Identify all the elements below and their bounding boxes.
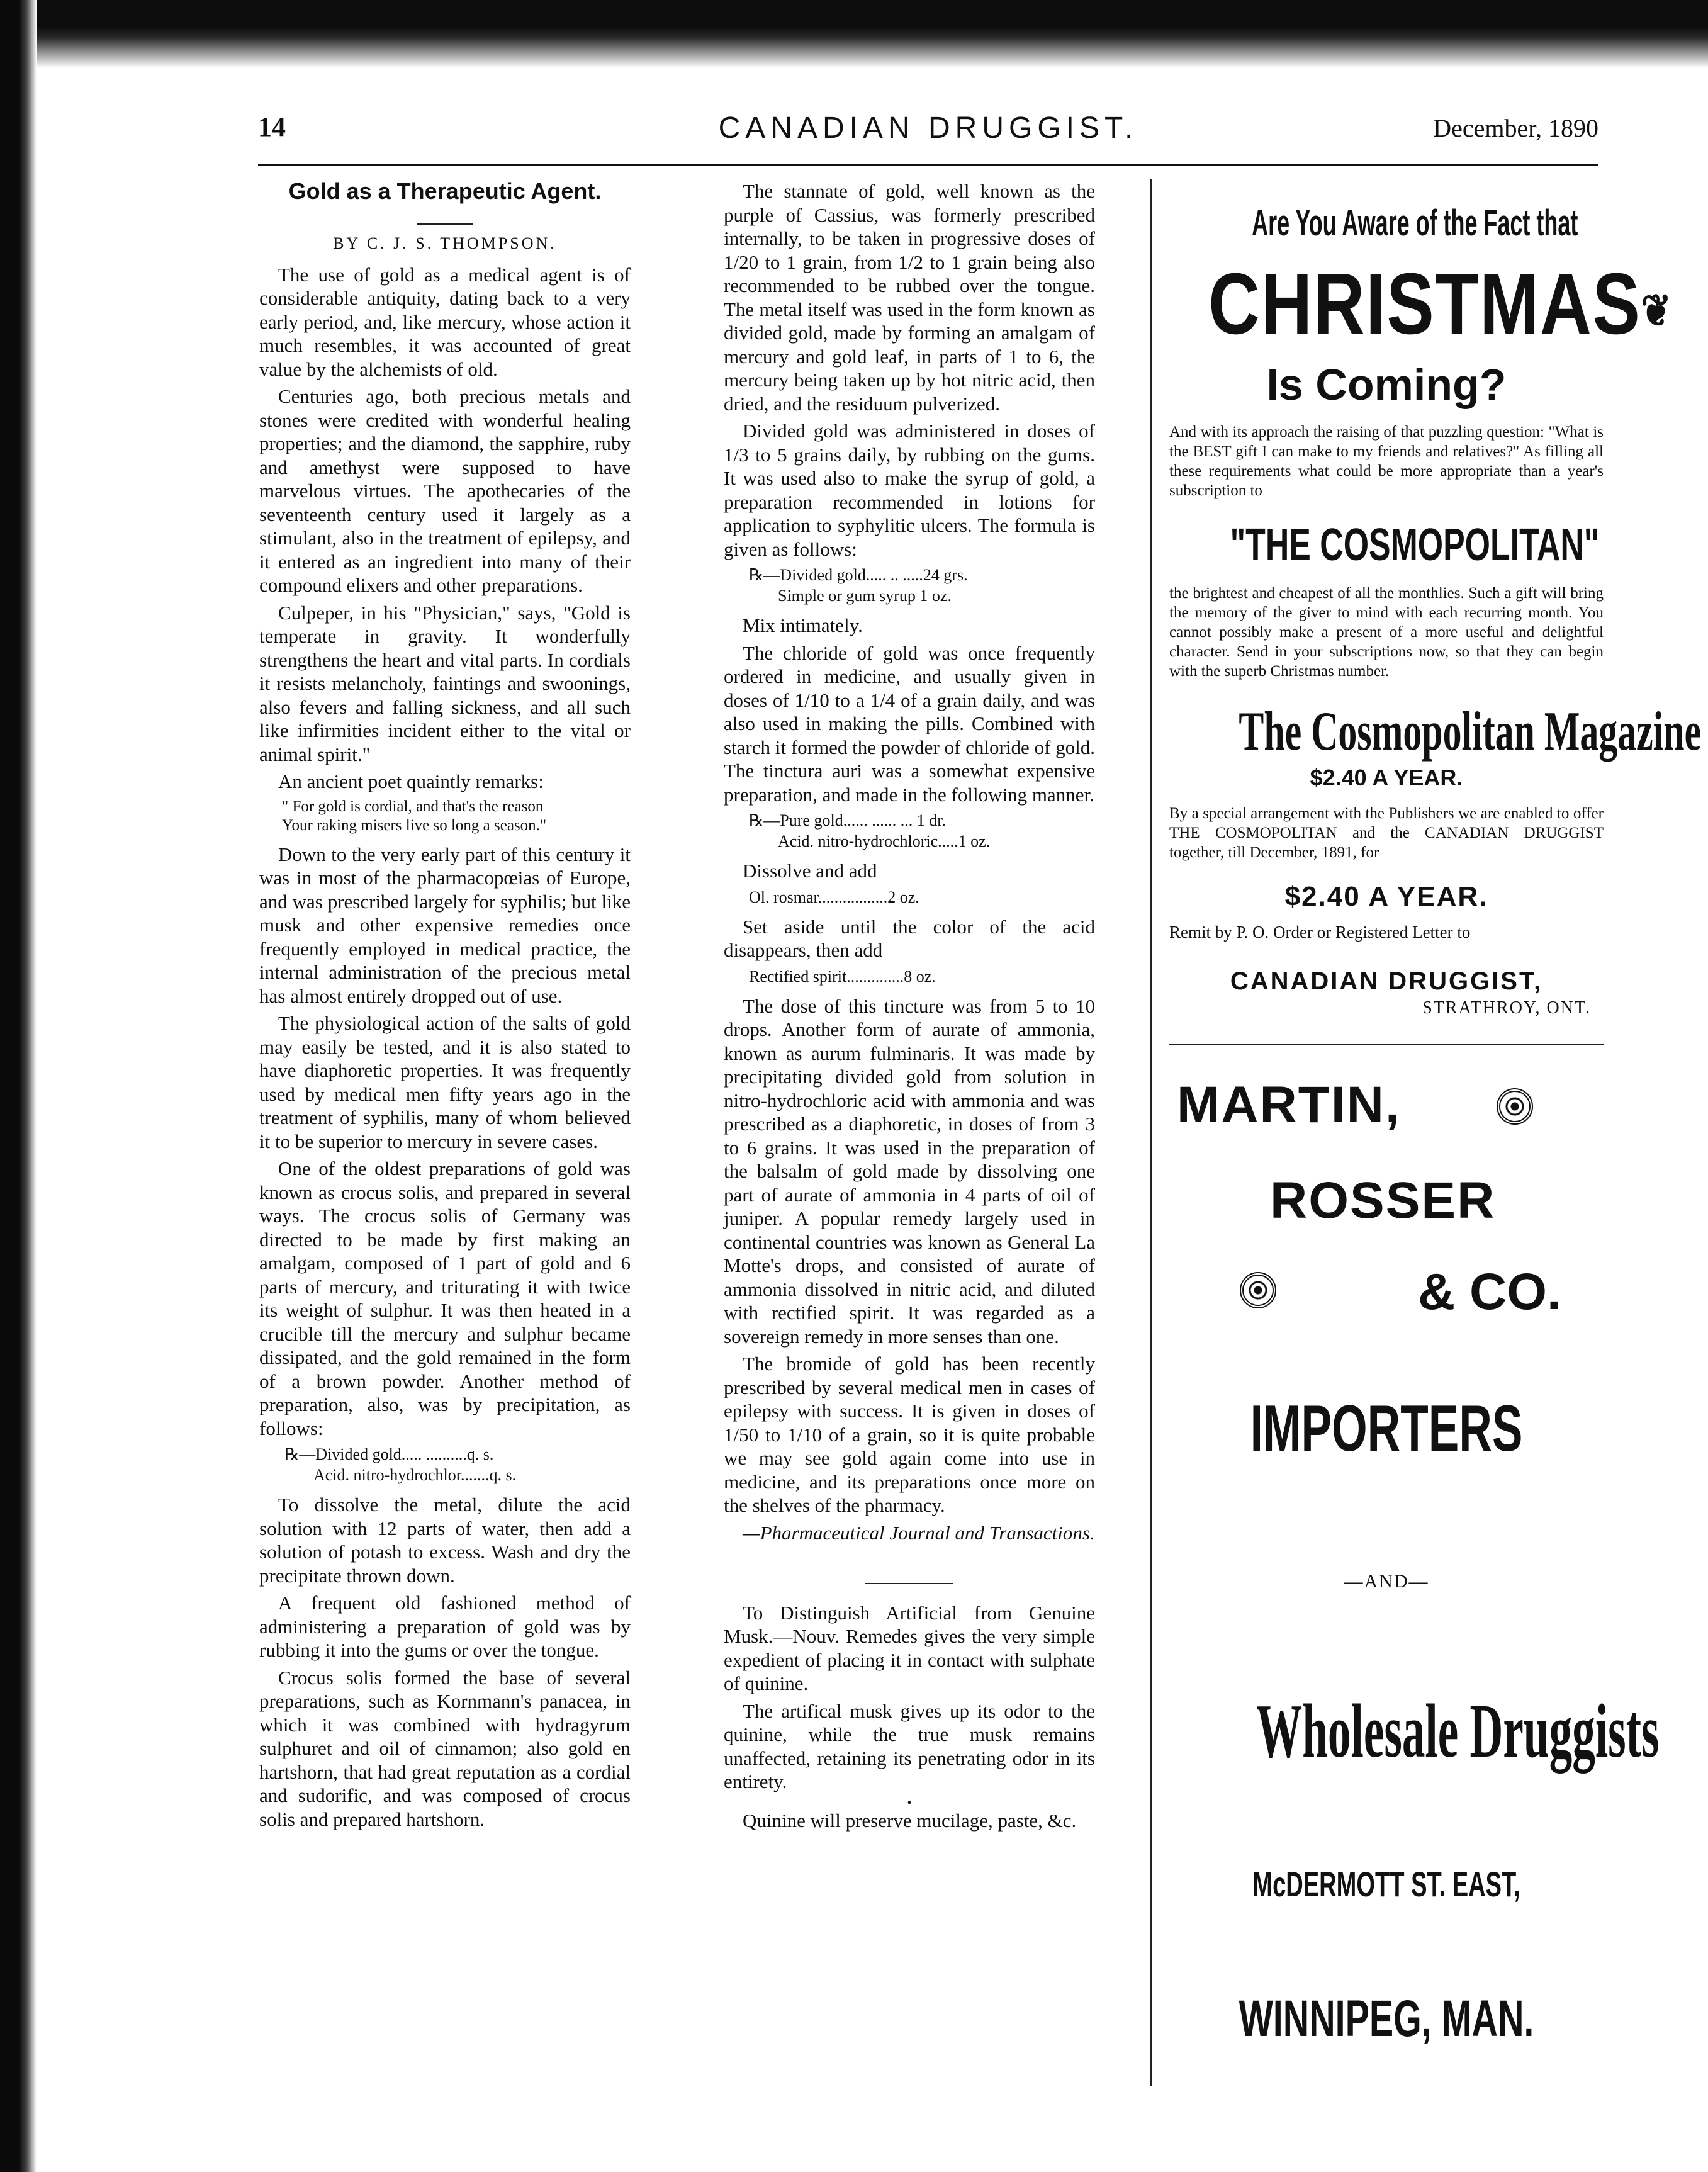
paragraph: Crocus solis formed the base of several preparations, such as Kornmann's panacea, in which it was combined with hydragyrum sulphuret and oil of cinnamon; also gold en hartshorn, that had great reputation as a cordial and sudorific, and was composed of crocus solis and prepared hartshorn. [259,1666,631,1830]
recipe [749,966,1095,987]
title-ornament [259,207,631,231]
magazine-title: "THE COSMOPOLITAN" [1230,519,1600,570]
paragraph: The use of gold as a medical agent is of considerable antiquity, dating back to a very early period, and, like mercury, whose action it much resembles, it was accounted of great value by the alchemists of old. [259,263,631,380]
paragraph: To dissolve the metal, dilute the acid solution with 12 parts of water, then add a solution of potash to excess. Wash and dry the precipitate thrown down. [259,1494,631,1587]
paragraph: Divided gold was administered in doses of 1/3 to 5 grains daily, by rubbing on the gums. It was used also to make the syrup of gold, a preparation recommended in lotions for application to syphylitic ulcers. The formula is given as follows: [724,420,1095,560]
publisher-name: CANADIAN DRUGGIST, [1230,967,1543,995]
section-separator [724,1566,1095,1590]
christmas-heading [1208,256,1673,358]
article-column-1 [259,179,631,1835]
paragraph: Down to the very early part of this century it was in most of the pharmacopœias of Europe, and was prescribed largely for syphilis; but like musk and other expensive remedies once frequently employed in medical practice, the internal administration of the precious metal has almost entirely dropped out of use. [259,843,631,1007]
advert-body: the brightest and cheapest of all the monthlies. Such a gift will bring the memory of the giver to mind with each recurring month. You cannot possibly make a present of a more useful and delightful character. Send in your subscriptions now, so that they can begin with the superb Christmas number. [1169,584,1604,680]
firm-name-line-2: ROSSER [1270,1171,1496,1229]
recipe-line: Acid. nitro-hydrochloric.....1 oz. [778,832,991,850]
verse-line: " For gold is cordial, and that's the reason [282,797,544,815]
page-number: 14 [258,111,286,142]
source-credit: —Pharmaceutical Journal and Transactions. [743,1521,1095,1544]
christmas-word: CHRISTMAS [1208,256,1641,352]
recipe-line: ℞—Pure gold...... ...... ... 1 dr. [749,811,946,830]
recipe-line: ℞—Divided gold..... ..........q. s. [284,1445,494,1463]
firm-street: McDERMOTT ST. EAST, [1252,1864,1520,1904]
rosette-icon [1497,1088,1533,1125]
running-head [258,111,1598,149]
paragraph: One of the oldest preparations of gold was known as crocus solis, and prepared in several ways. The crocus solis of Germany was directed to be made by first making an amalgam, composed of 1 part of gold and 6 parts of mercury, and triturating it with twice its weight of sulphur. It was then heated in a crucible till the mercury and sulphur became dissipated, and the gold remained in the form of a brown powder. Another method of preparation, also, was by precipitation, as follows: [259,1157,631,1439]
recipe [749,565,1095,606]
advert-offer: By a special arrangement with the Publishers we are enabled to offer THE COSMOPOLITAN and the CANADIAN DRUGGIST together, till December, 1891, for [1169,804,1604,861]
advert-headline: Are You Aware of the Fact that [1252,203,1578,244]
paragraph: An ancient poet quaintly remarks: [278,770,544,792]
firm-name-line-3: & CO. [1418,1263,1561,1320]
recipe [749,810,1095,852]
magazine-name: The Cosmopolitan Magazine [1239,701,1702,762]
cosmopolitan-advert [1169,179,1702,2128]
firm-name-line-1: MARTIN, [1177,1076,1401,1134]
offer-price: $2.40 A YEAR. [1284,881,1488,912]
paragraph: The chloride of gold was once frequently ordered in medicine, and usually given in doses of 1/10 to a 1/4 of a grain daily, and was also used in making the pills. Combined with starch it formed the powder of chloride of gold. The tinctura auri was a somewhat expensive preparation, and made in the following manner. [724,641,1095,806]
recipe-line: Acid. nitro-hydrochlor.......q. s. [313,1466,517,1484]
paragraph: The bromide of gold has been recently prescribed by several medical men in cases of epilepsy with success. It is given in doses of 1/50 to 1/10 of a grain, so it is quite probable we may see gold again come into use in medicine, and its preparations once more on the shelves of the pharmacy. [724,1353,1095,1516]
recipe-line: Ol. rosmar.................2 oz. [749,887,919,906]
journal-name: CANADIAN DRUGGIST. [718,111,1138,145]
recipe [749,887,1095,908]
recipe [284,1444,631,1485]
flourish-ornament-icon: ❦ [1641,286,1673,335]
rosette-icon [1240,1272,1276,1308]
firm-advert [1169,1045,1660,2128]
issue-date: December, 1890 [1433,114,1598,142]
article-column-2 [724,179,1095,1836]
advert-body: And with its approach the raising of that puzzling question: "What is the BEST gift I can make to my friends and relatives?" As filling all these requirements what could be more appropriate than a year's subscription to [1169,423,1604,499]
paragraph: Centuries ago, both precious metals and stones were credited with wonderful healing properties; and the diamond, the sapphire, ruby and amethyst were supposed to have marvelous virtues. The apothecaries of the seventeenth century used it largely as a stimulant, also in the treatment of epilepsy, and it entered as an ingredient into many of their compound elixers and other preparations. [259,385,631,596]
verse-line: Your raking misers live so long a season." [282,816,547,834]
remit-line: Remit by P. O. Order or Registered Letter to [1169,922,1471,942]
paragraph: The dose of this tincture was from 5 to 10 drops. Another form of aurate of ammonia, known as aurum fulminaris. It was made by precipitating divided gold from solution in nitro-hydrochloric acid with ammonia and was prescribed as a diaphoretic, in doses of from 3 to 6 grains. It was used in the preparation of the balsalm of gold made by dissolving one part of aurate of ammonia in 4 parts of oil of juniper. A popular remedy largely used in continental countries was known as General La Motte's drops, and consisted of aurate of ammonia dissolved in nitric acid, and diluted with rectified spirit. It was regarded as a sovereign remedy in more senses than one. [724,994,1095,1348]
firm-city: WINNIPEG, MAN. [1239,1989,1534,2047]
separator-dot: • [907,1796,912,1810]
wholesale-heading: Wholesale Druggists [1256,1688,1660,1774]
recipe-line: Rectified spirit..............8 oz. [749,967,936,986]
publisher-place: STRATHROY, ONT. [1422,998,1591,1018]
coming-heading: Is Coming? [1266,359,1507,409]
verse-quote [282,797,631,835]
recipe-line: ℞—Divided gold..... .. .....24 grs. [749,566,968,584]
article-title: Gold as a Therapeutic Agent. [288,178,602,204]
musk-paragraph: To Distinguish Artificial from Genuine Musk.—Nouv. Remedes gives the very simple expedient of placing it in contact with sulphate of quinine. [724,1601,1095,1694]
paragraph: Culpeper, in his "Physician," says, "Gold is temperate in gravity. It wonderfully strengthens the heart and vital parts. In cordials it resists melancholy, faintings and swoonings, also fevers and falling sickness, and all such like infirmities incident either to the vital or animal spirit." [259,601,631,765]
paragraph: Mix intimately. [743,614,863,636]
quinine-paragraph: Quinine will preserve mucilage, paste, &c. [743,1809,1077,1832]
paragraph: The stannate of gold, well known as the purple of Cassius, was formerly prescribed internally, to be taken in progressive doses of 1/20 to 1 grain, from 1/2 to 1 grain being also recommended to be rubbed over the tongue. The metal itself was used in the form known as divided gold, made by forming an amalgam of mercury and gold leaf, in parts of 1 to 6, the mercury being taken up by hot nitric acid, then dried, and the residuum pulverized. [724,180,1095,415]
paragraph: Set aside until the color of the acid disappears, then add [724,915,1095,961]
paragraph: Dissolve and add [743,860,877,882]
musk-paragraph: The artifical musk gives up its odor to the quinine, while the true musk remains unaffected, retaining its penetrating odor in its entirety. [724,1699,1095,1792]
scan-left-border [0,0,37,2172]
paragraph: The physiological action of the salts of gold may easily be tested, and it is also stated to have diaphoretic properties. It was frequently used by medical men fifty years ago in the treatment of syphilis, many of whom believed it to be superior to mercury in severe cases. [259,1012,631,1152]
scan-top-border [0,0,1708,69]
paragraph: A frequent old fashioned method of administering a preparation of gold was by rubbing it into the gums or over the tongue. [259,1592,631,1661]
header-rule [258,164,1598,166]
and-divider: —AND— [1344,1570,1429,1592]
recipe-line: Simple or gum syrup 1 oz. [778,587,952,605]
byline: BY C. J. S. THOMPSON. [333,234,557,252]
importers-heading: IMPORTERS [1250,1392,1523,1465]
column-rule [1150,179,1152,2086]
price: $2.40 A YEAR. [1310,764,1463,791]
